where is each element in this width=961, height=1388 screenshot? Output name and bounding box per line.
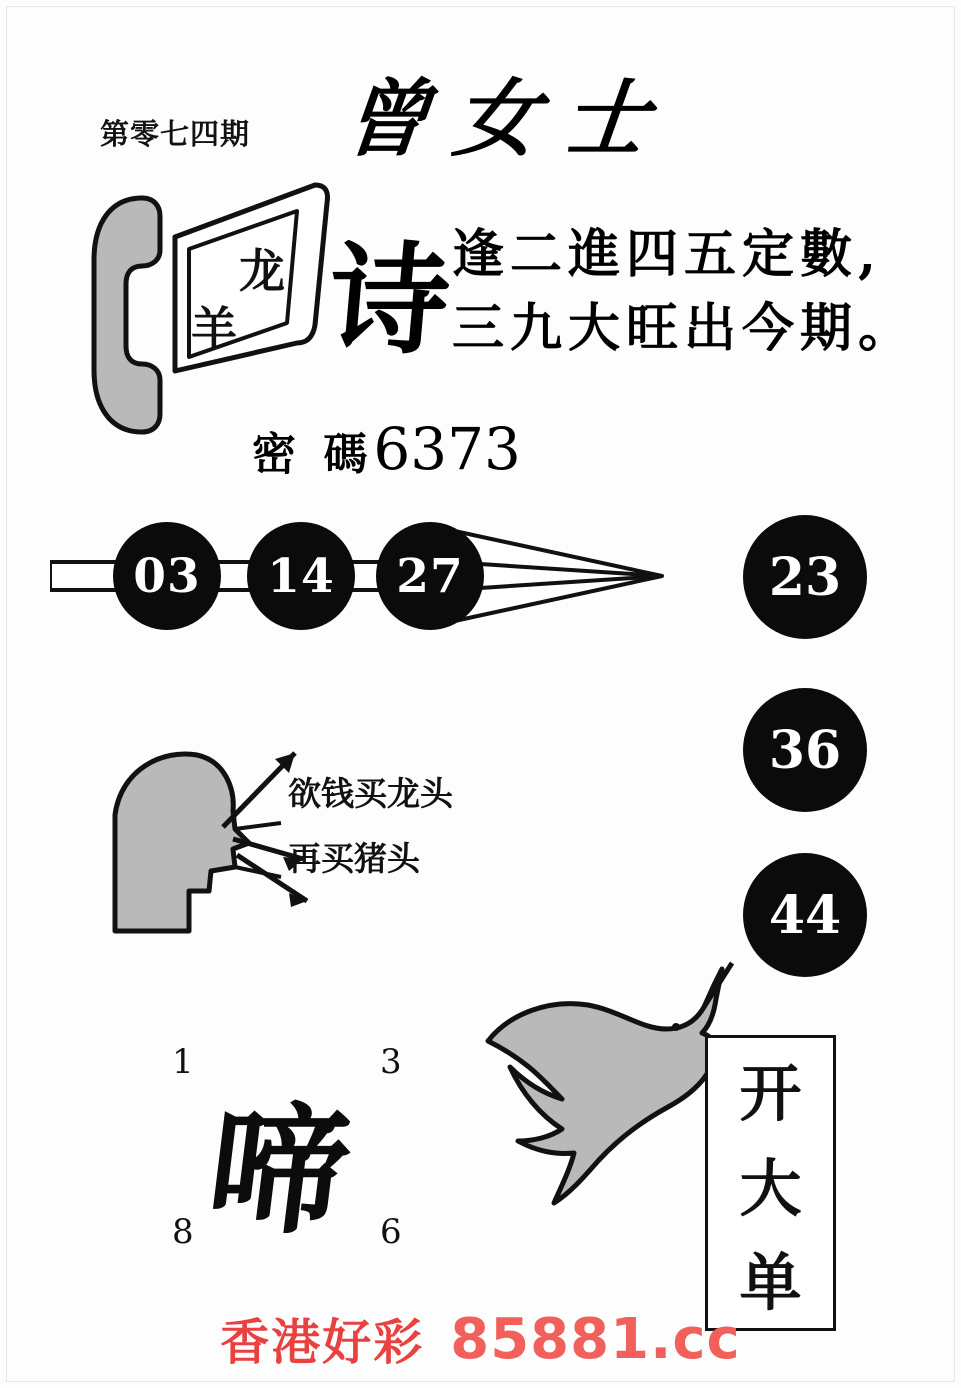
number-ball: 03 [113, 522, 221, 630]
vertical-char: 开 [739, 1056, 802, 1130]
tip-line-1: 欲钱买龙头 [288, 774, 453, 813]
poem-line-2: 三九大旺出今期。 [452, 298, 917, 359]
tip-line-2: 再买猪头 [288, 839, 420, 878]
footer [0, 1304, 961, 1374]
poem-char: 诗 [323, 230, 456, 371]
issue-label: 第零七四期 [100, 117, 251, 151]
page-title: 曾女士 [339, 69, 680, 168]
zodiac-char-top: 龙 [239, 244, 285, 298]
riddle-digit-top-left: 1 [172, 1042, 194, 1082]
riddle-digit-bottom-left: 8 [172, 1212, 194, 1252]
footer-url: 85881.cc [450, 1306, 741, 1372]
number-ball: 27 [376, 522, 484, 630]
riddle-digit-bottom-right: 6 [380, 1212, 402, 1252]
number-ball: 44 [743, 853, 867, 977]
vertical-char: 大 [739, 1151, 802, 1225]
arrow-number-group [50, 510, 670, 645]
speaking-head-icon [85, 745, 295, 945]
telephone-handset-icon [80, 190, 170, 440]
secret-code-value: 6373 [373, 415, 521, 483]
vertical-text-box [705, 1035, 836, 1331]
secret-code-label: 密 碼 [252, 429, 374, 480]
number-ball: 14 [247, 522, 355, 630]
number-ball: 23 [743, 515, 867, 639]
footer-site-name: 香港好彩 [220, 1313, 425, 1371]
zodiac-card [165, 175, 335, 390]
riddle-digit-top-right: 3 [380, 1042, 402, 1082]
poem-line-1: 逢二進四五定數, [452, 224, 883, 285]
vertical-char: 单 [739, 1246, 802, 1320]
riddle-big-char: 啼 [198, 1090, 359, 1254]
secret-code [252, 415, 521, 483]
tip-arrows-icon [203, 735, 393, 915]
number-ball: 36 [743, 688, 867, 812]
zodiac-char-bottom: 羊 [191, 302, 237, 356]
